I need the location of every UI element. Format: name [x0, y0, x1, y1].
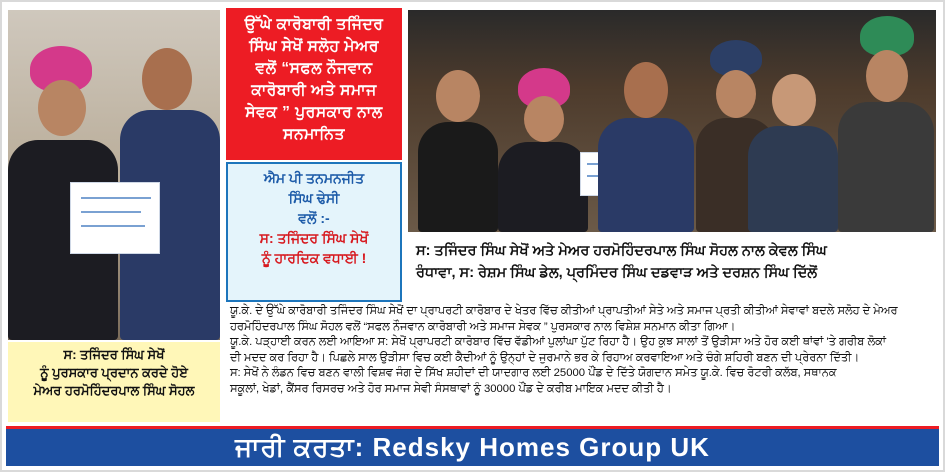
congrats-line: ਨੂੰ ਹਾਰਦਿਕ ਵਧਾਈ !: [261, 250, 367, 266]
congrats-line: ਸਿੰਘ ਢੇਸੀ: [288, 190, 340, 206]
headline-line: ਕਾਰੋਬਾਰੀ ਅਤੇ ਸਮਾਜ: [251, 82, 377, 99]
article-line: ਹਰਮੋਹਿੰਦਰਪਾਲ ਸਿੰਘ ਸੋਹਲ ਵਲੋਂ “ਸਫਲ ਨੌਜਵਾਨ ਕਾਰੋਬਾਰੀ ਅਤੇ ਸਮਾਜ ਸੇਵਕ ” ਪੁਰਸਕਾਰ ਨਾਲ ਵਿਸ਼ੇਸ਼ ਸਨਮਾਨ ਕੀਤਾ ਗਿਆ।: [230, 320, 736, 333]
left-photo-caption: [8, 342, 220, 422]
article-body: [226, 304, 938, 422]
left-award-photo: [8, 10, 220, 340]
headline-line: ਸਨਮਾਨਿਤ: [283, 126, 345, 143]
group-person: [418, 70, 498, 232]
award-certificate: [70, 182, 160, 254]
article-line: ਦੀ ਮਦਦ ਕਰ ਰਿਹਾ ਹੈ। ਪਿਛਲੇ ਸਾਲ ਉੜੀਸਾ ਵਿਚ ਕਈ ਕੈਦੀਆਂ ਨੂੰ ਉਨ੍ਹਾਂ ਦੇ ਜੁਰਮਾਨੇ ਭਰ ਕੇ ਰਿਹਾਅ ਕਰਵਾਇਆ ਅਤੇ ਚੰਗੇ ਸ਼ਹਿਰੀ ਬਣਨ ਦੀ ਪ੍ਰੇਰਨਾ ਦਿੱਤੀ।: [230, 351, 860, 364]
left-caption-line: ਨੂੰ ਪੁਰਸਕਾਰ ਪ੍ਰਦਾਨ ਕਰਦੇ ਹੋਏ: [40, 365, 188, 380]
article-line: ਸ: ਸੇਖੋਂ ਨੇ ਲੰਡਨ ਵਿਚ ਬਣਨ ਵਾਲੀ ਵਿਸ਼ਵ ਜੰਗ ਦੇ ਸਿੱਖ ਸ਼ਹੀਦਾਂ ਦੀ ਯਾਦਗਾਰ ਲਈ 25000 ਪੌਂਡ ਦੇ ਦਿੱਤੇ ਯੋਗਦਾਨ ਸਮੇਤ ਯੂ.ਕੇ. ਵਿਚ ਰੋਟਰੀ ਕਲੱਬ, ਸਥਾਨਕ: [230, 367, 837, 380]
congrats-line: ਐਮ ਪੀ ਤਨਮਨਜੀਤ: [263, 170, 365, 186]
publisher-banner: [6, 426, 939, 466]
article-line: ਯੂ.ਕੇ. ਦੇ ਉੱਘੇ ਕਾਰੋਬਾਰੀ ਤਜਿੰਦਰ ਸਿੰਘ ਸੇਖੋਂ ਦਾ ਪ੍ਰਾਪਰਟੀ ਕਾਰੋਬਾਰ ਦੇ ਖੇਤਰ ਵਿੱਚ ਕੀਤੀਆਂ ਪ੍ਰਾਪਤੀਆਂ ਸੇਤੇ ਅਤੇ ਸਮਾਜ ਪ੍ਰਤੀ ਕੀਤੀਆਂ ਸੇਵਾਵਾਂ ਬਦਲੇ ਸਲੋਹ ਦੇ ਮੇਅਰ: [230, 305, 898, 317]
group-person: [498, 60, 588, 232]
congrats-line: ਵਲੋਂ :-: [298, 210, 330, 226]
group-person: [838, 16, 934, 232]
left-caption-line: ਸ: ਤਜਿੰਦਰ ਸਿੰਘ ਸੇਖੋਂ: [63, 347, 165, 362]
congratulations-box: [226, 162, 402, 302]
group-photo: [408, 10, 936, 232]
article-line: ਸਕੂਲਾਂ, ਖੇਡਾਂ, ਕੈਂਸਰ ਰਿਸਰਚ ਅਤੇ ਹੋਰ ਸਮਾਜ ਸੇਵੀ ਸੰਸਥਾਵਾਂ ਨੂੰ 30000 ਪੌਂਡ ਦੇ ਕਰੀਬ ਮਾਇਕ ਮਦਦ ਕੀਤੀ ਹੈ।: [230, 382, 672, 395]
awardee-figure: [120, 10, 220, 340]
group-photo-caption: [410, 236, 936, 296]
mayor-figure: [8, 10, 118, 340]
article-line: ਯੂ.ਕੇ. ਪੜ੍ਹਾਈ ਕਰਨ ਲਈ ਆਇਆ ਸ: ਸੇਖੋਂ ਪ੍ਰਾਪਰਟੀ ਕਾਰੋਬਾਰ ਵਿੱਚ ਵੱਡੀਆਂ ਪੁਲਾਂਘਾ ਪੁੱਟ ਰਿਹਾ ਹੈ। ਉਹ ਕੁਝ ਸਾਲਾਂ ਤੋਂ ਉੜੀਸਾ ਅਤੇ ਹੋਰ ਕਈ ਥਾਂਵਾਂ 'ਤੇ ਗਰੀਬ ਲੋਕਾਂ: [230, 336, 886, 349]
headline-line: ਸਿੰਘ ਸੇਖੋਂ ਸਲੋਹ ਮੇਅਰ: [249, 38, 379, 55]
headline-line: ਸੇਵਕ ” ਪੁਰਸਕਾਰ ਨਾਲ: [245, 104, 383, 121]
right-caption-line: ਸ: ਤਜਿੰਦਰ ਸਿੰਘ ਸੇਖੋਂ ਅਤੇ ਮੇਅਰ ਹਰਮੋਹਿੰਦਰਪਾਲ ਸਿੰਘ ਸੋਹਲ ਨਾਲ ਕੇਵਲ ਸਿੰਘ: [416, 243, 827, 259]
left-caption-line: ਮੇਅਰ ਹਰਮੋਹਿੰਦਰਪਾਲ ਸਿੰਘ ਸੋਹਲ: [33, 383, 195, 398]
congrats-line: ਸ: ਤਜਿੰਦਰ ਸਿੰਘ ਸੇਖੋਂ: [259, 230, 369, 246]
headline-line: ਵਲੋਂ “ਸਫਲ ਨੌਜਵਾਨ: [255, 60, 373, 77]
right-caption-line: ਰੰਧਾਵਾ, ਸ: ਰੇਸ਼ਮ ਸਿੰਘ ਡੇਲ, ਪ੍ਰਮਿੰਦਰ ਸਿੰਘ ਦਡਵਾੜ ਅਤੇ ਦਰਸ਼ਨ ਸਿੰਘ ਦਿੱਲੋਂ: [416, 265, 818, 281]
group-person: [598, 58, 694, 232]
headline-line: ਉੱਘੇ ਕਾਰੋਬਾਰੀ ਤਜਿੰਦਰ: [244, 16, 384, 33]
group-person: [748, 74, 838, 232]
publisher-text: ਜਾਰੀ ਕਰਤਾ: Redsky Homes Group UK: [235, 431, 710, 462]
headline-box: [226, 8, 402, 160]
